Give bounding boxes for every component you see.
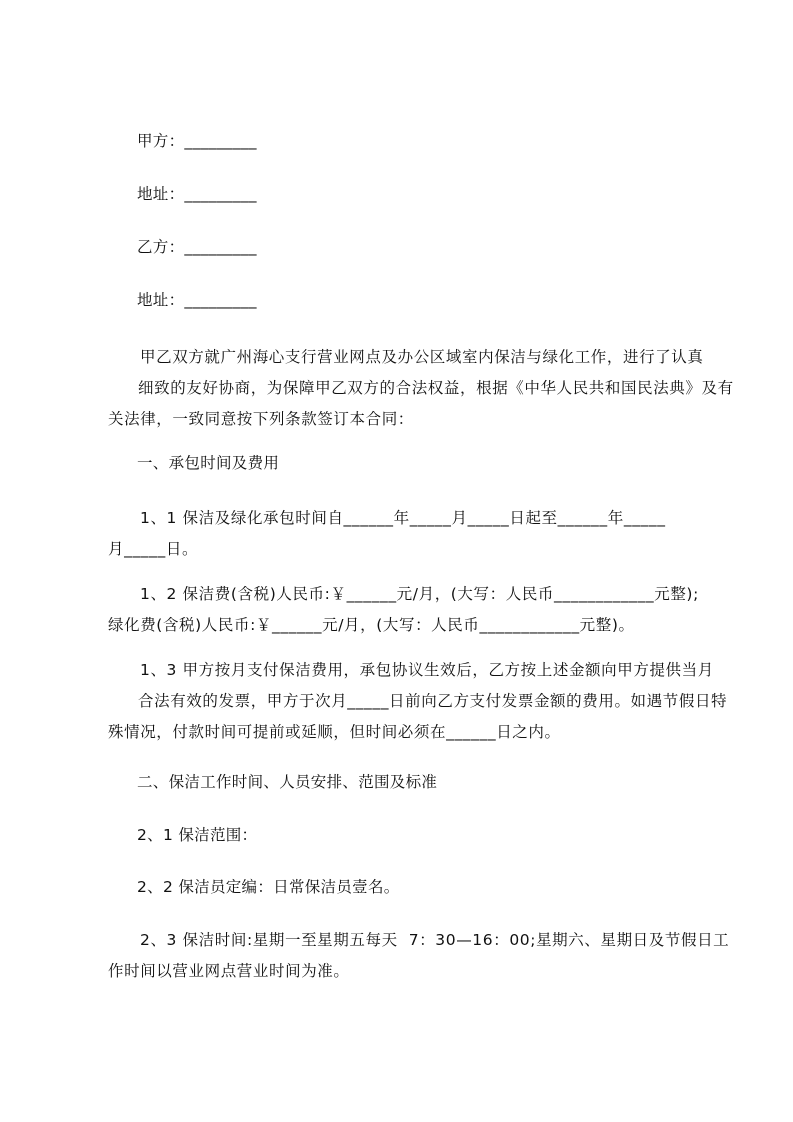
clause-2-2: 2、2 保洁员定编：日常保洁员壹名。 [137,878,400,896]
clause-1-3-line-1: 1、3 甲方按月支付保洁费用，承包协议生效后，乙方按上述金额向甲方提供当月 [140,661,714,679]
clause-2-3 [108,925,730,987]
clause-2-3-line-2: 作时间以营业网点营业时间为准。 [108,962,350,980]
party-a-line: 甲方：_________ [137,132,257,150]
clause-1-2 [108,579,699,641]
intro-line-3: 关法律，一致同意按下列条款签订本合同： [108,410,414,428]
clause-1-1 [108,503,688,565]
clause-1-1-line-1: 1、1 保洁及绿化承包时间自______年_____月_____日起至______年_____ [140,509,666,527]
intro-line-2: 细致的友好协商，为保障甲乙双方的合法权益，根据《中华人民共和国民法典》及有 [138,379,734,397]
clause-1-3-line-3: 殊情况，付款时间可提前或延顺，但时间必须在______日之内。 [108,723,561,741]
clause-1-3-line-2: 合法有效的发票，甲方于次月_____日前向乙方支付发票金额的费用。如遇节假日特 [138,692,728,710]
section-1-heading: 一、承包时间及费用 [137,454,280,472]
party-b-line: 乙方：_________ [137,238,257,256]
party-b-address-line: 地址：_________ [137,291,257,309]
clause-2-1: 2、1 保洁范围： [137,826,258,844]
clause-2-3-line-1: 2、3 保洁时间:星期一至星期五每天 7：30—16：00;星期六、星期日及节假日工 [140,931,730,949]
intro-paragraph [108,342,734,435]
intro-line-1: 甲乙双方就广州海心支行营业网点及办公区域室内保洁与绿化工作，进行了认真 [140,348,704,366]
clause-1-3 [108,655,728,748]
clause-1-1-line-2: 月_____日。 [108,540,199,558]
party-a-address-line: 地址：_________ [137,185,257,203]
clause-1-2-line-1: 1、2 保洁费(含税)人民币:￥______元/月，(大写：人民币____________元整); [140,585,699,603]
clause-1-2-line-2: 绿化费(含税)人民币:￥______元/月，(大写：人民币____________元整)。 [108,616,635,634]
section-2-heading: 二、保洁工作时间、人员安排、范围及标准 [137,773,438,791]
